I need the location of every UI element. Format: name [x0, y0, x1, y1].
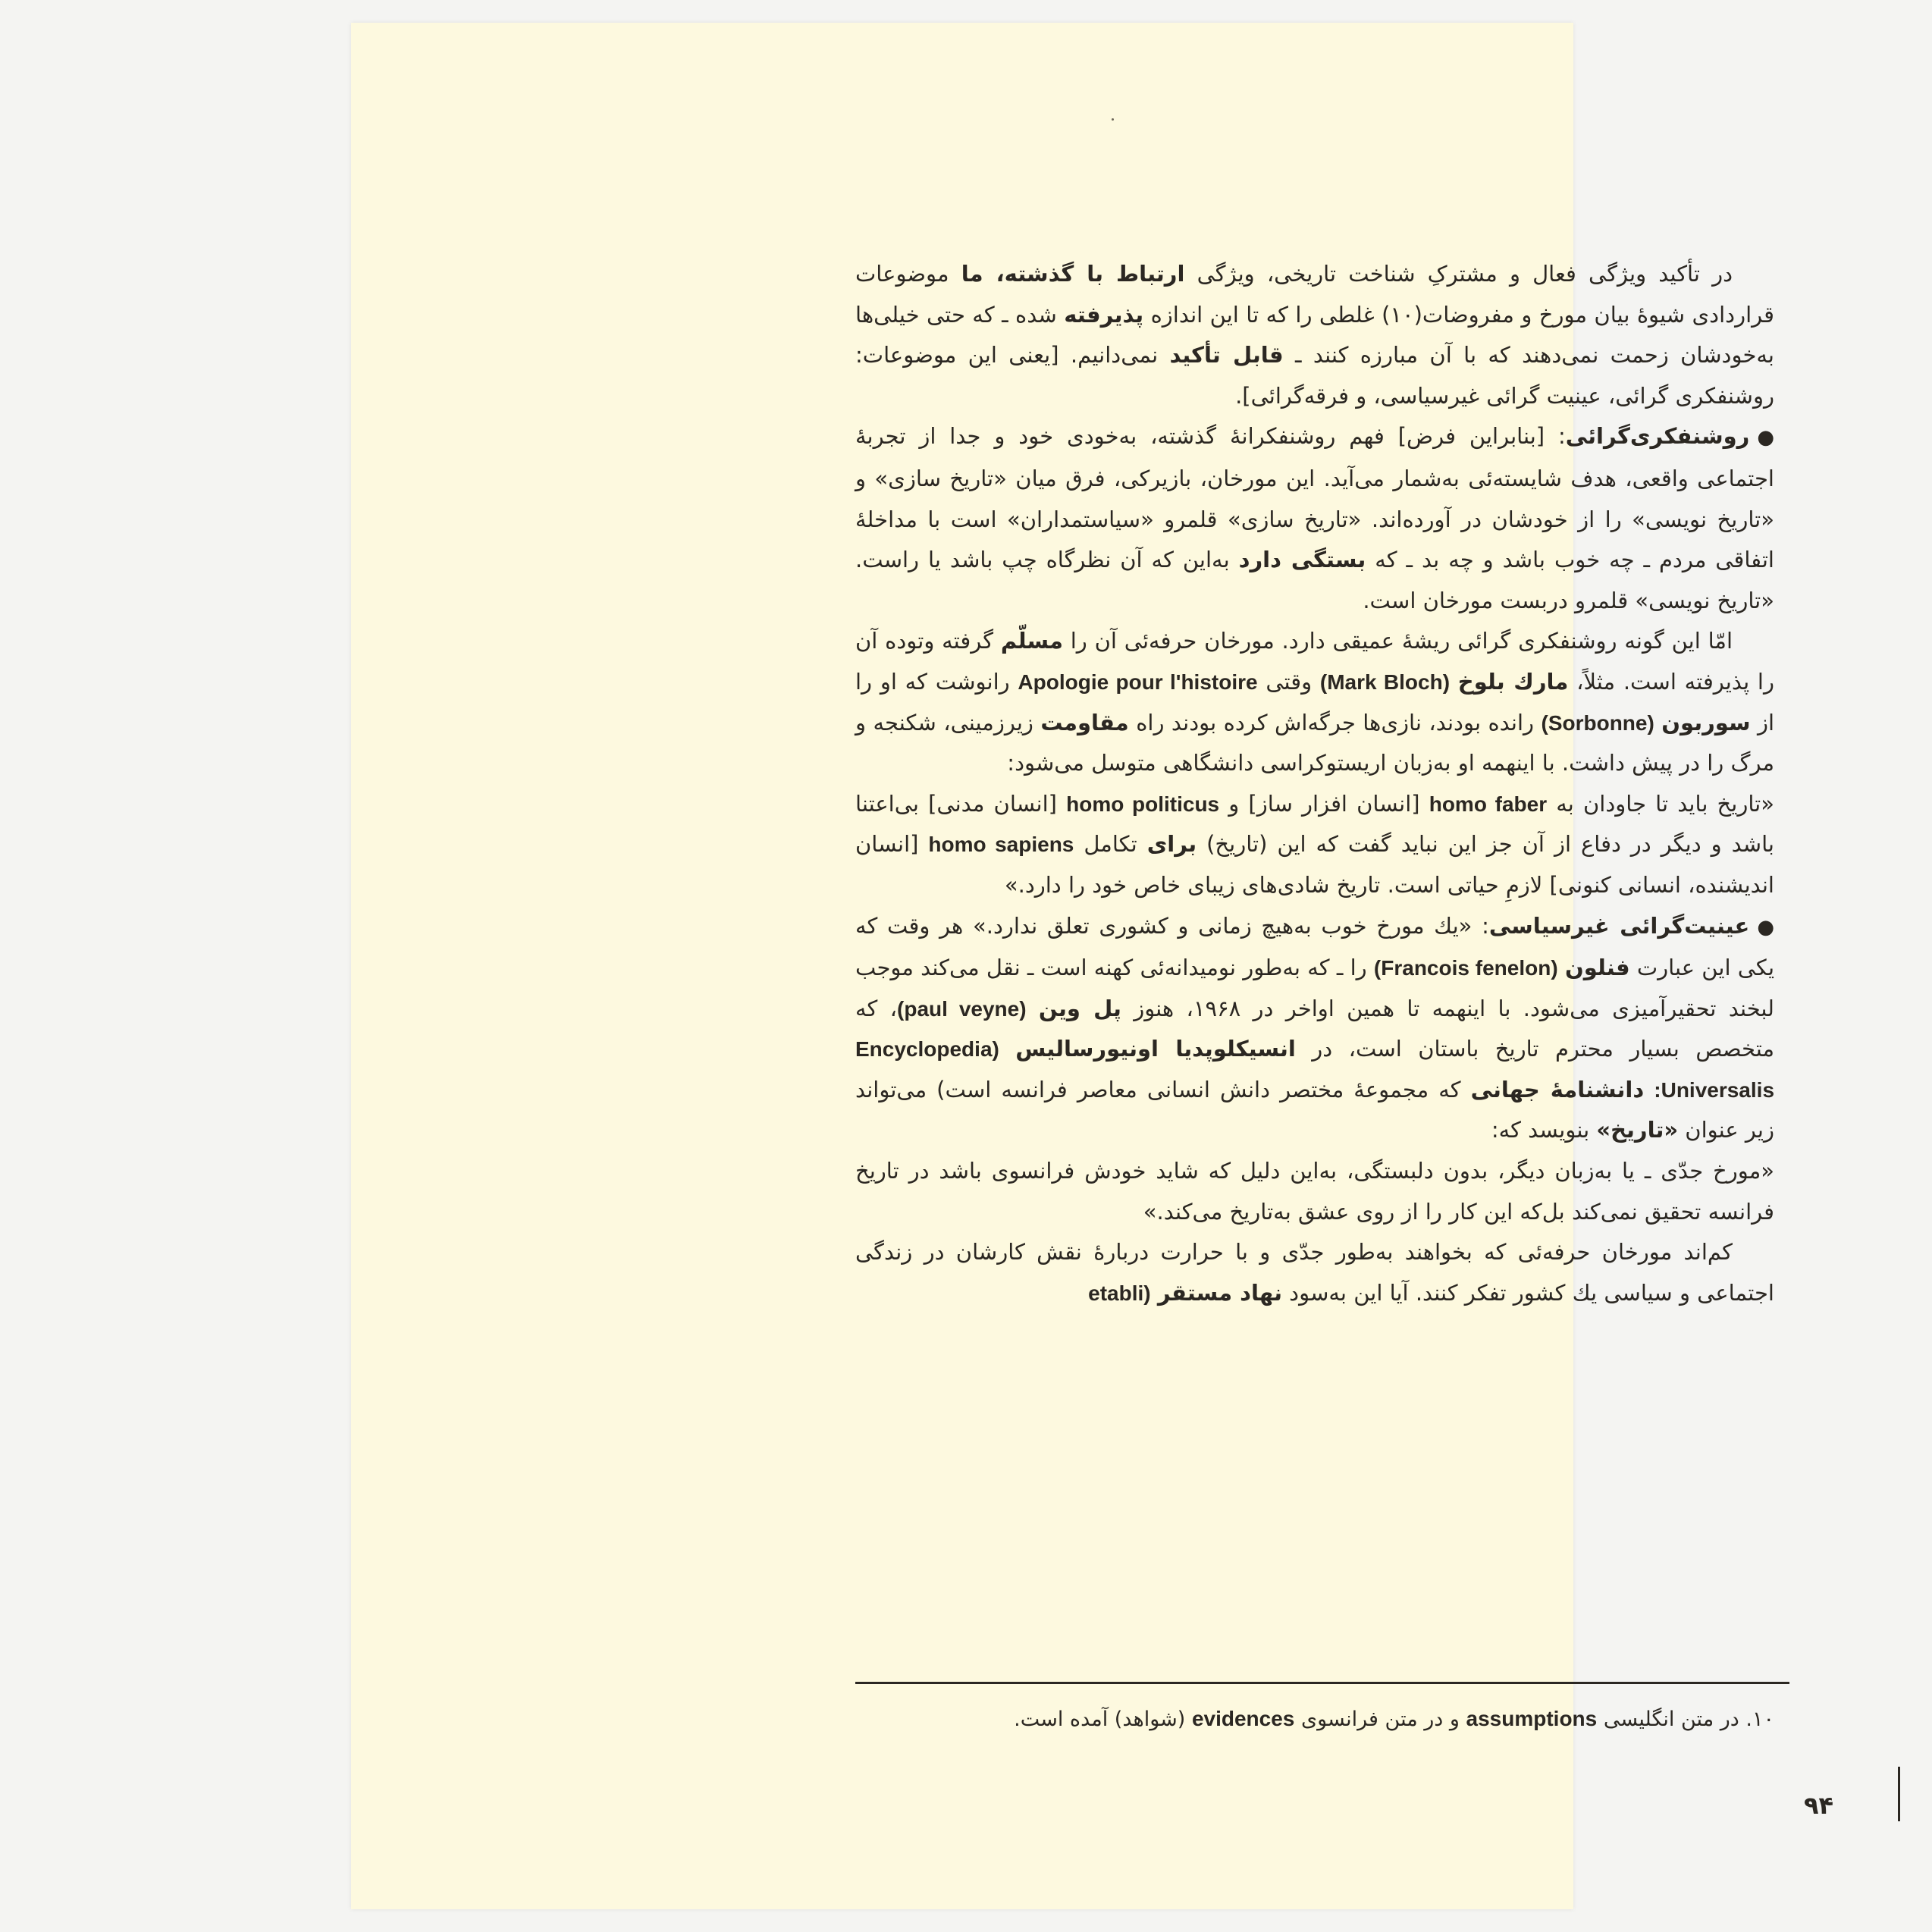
- text-run: [1558, 955, 1565, 980]
- text-run: امّا این گونه روشنفکری گرائی ریشهٔ عمیقی دارد. مورخان حرفه‌ئی آن را: [1062, 628, 1733, 654]
- text-run: (شواهد) آمده است.: [1014, 1708, 1192, 1731]
- text-run: : «یك مورخ خوب به‌هیچ زمانی و کشوری تعلق ندارد.» هر وقت که یکی این عبارت: [855, 912, 1775, 981]
- bold-text: بستگی دارد: [1238, 547, 1366, 573]
- text-run: ۱۰. در متن انگلیسی: [1597, 1708, 1774, 1731]
- bold-text: روشنفکری‌گرائی: [1565, 423, 1750, 450]
- text-run: [1151, 1280, 1158, 1306]
- margin-mark: [1898, 1767, 1900, 1821]
- text-run: [1654, 710, 1661, 735]
- bullet-paragraph: [855, 906, 1774, 1152]
- text-run: وقتی: [1257, 668, 1320, 695]
- latin-term: homo politicus: [1066, 792, 1220, 816]
- bold-text: عینیت‌گرائی غیرسیاسی: [1488, 912, 1750, 939]
- text-run: نمی‌دانیم. [یعنی این موضوعات: روشنفکری گرائی، عینیت گرائی غیرسیاسی، و فرقه‌گرائی].: [855, 342, 1774, 409]
- bold-text: برای: [1146, 831, 1197, 858]
- bold-text: پل وین: [1038, 995, 1121, 1021]
- text-run: تکامل: [1074, 831, 1147, 858]
- text-run: [انسان اندیشنده، انسانی کنونی] لازمِ حیاتی است. تاریخ شادی‌های زیبای خاص خود را دارد.»: [855, 831, 1774, 898]
- latin-term: (etabli: [1088, 1281, 1151, 1305]
- bold-text: قابل تأکید: [1169, 342, 1284, 369]
- text-run: به‌این که آن نظرگاه چپ باشد یا راست. «تاریخ نویسی» قلمرو دربست مورخان است.: [855, 547, 1774, 613]
- text-run: ، که متخصص بسیار محترم تاریخ باستان است، در: [855, 995, 1775, 1062]
- latin-term: Apologie pour l'histoire: [1018, 670, 1258, 694]
- text-run: [انسان افزار ساز] و: [1219, 790, 1429, 817]
- text-run: که مجموعهٔ مختصر دانش انسانی معاصر فرانسه است) می‌تواند زیر عنوان: [855, 1076, 1774, 1143]
- text-run: شده ـ که حتی خیلی‌ها به‌خودشان زحمت نمی‌دهند که با آن مبارزه کنند ـ: [855, 301, 1775, 369]
- page-number: ۹۴: [1804, 1791, 1834, 1820]
- text-run: و در متن فرانسوی: [1294, 1708, 1466, 1731]
- latin-term: (paul veyne): [897, 996, 1027, 1021]
- paragraph: [855, 1232, 1774, 1313]
- bold-text: انسیکلوپدیا اونیورسالیس: [1015, 1036, 1296, 1062]
- book-page: [351, 23, 1834, 1909]
- bullet-icon: ●: [1757, 915, 1774, 939]
- latin-term: (Sorbonne): [1541, 710, 1654, 735]
- bold-text: ارتباط با گذشته، ما: [961, 261, 1185, 287]
- latin-term: (Encyclopedia Universalis:: [855, 1037, 1775, 1102]
- bold-text: «تاریخ»: [1596, 1117, 1679, 1143]
- text-run: [1450, 669, 1458, 695]
- bold-text: مسلّم: [1000, 628, 1063, 654]
- bullet-icon: ●: [1757, 426, 1774, 450]
- latin-term: assumptions: [1466, 1707, 1598, 1730]
- main-text: [855, 254, 1774, 1313]
- bold-text: فنلون: [1564, 955, 1630, 981]
- bullet-paragraph: [855, 416, 1774, 621]
- paper-speck: [1112, 118, 1114, 121]
- footnote-rule: [855, 1682, 1789, 1684]
- text-run: «تاریخ باید تا جاودان به: [1547, 790, 1774, 817]
- bold-text: مارك بلوخ: [1457, 668, 1569, 695]
- text-run: زیرزمینی، شکنجه و مرگ را در پیش داشت. با اینهمه او به‌زبان اریستوکراسی دانشگاهی متوسل می‌شود:: [855, 709, 1774, 776]
- text-run: غلطی را که تا این اندازه: [1143, 301, 1382, 328]
- text-run: [انسان مدنی] بی‌اعتنا باشد و دیگر در دفاع از آن جز این نباید گفت که این (تاریخ): [855, 790, 1774, 858]
- latin-term: homo sapiens: [928, 833, 1074, 857]
- text-run: موضوعات قراردادی شیوهٔ بیان مورخ و مفروضات: [855, 261, 1774, 328]
- text-run: [1644, 1077, 1654, 1102]
- text-run: گرفته وتوده آن را پذیرفته است. مثلاً،: [855, 628, 1774, 695]
- text-run: : [بنابراین فرض] فهم روشنفکرانهٔ گذشته، به‌خودی خود و جدا از تجربهٔ اجتماعی واقعی، هدف شایسته‌ئی به‌شمار می‌آید. این مورخان، بازیرکی، فرق میان «تاریخ سازی» و «تاریخ نویسی» را از خودشان در آورده‌اند. «تاریخ سازی» قلمرو «سیاستمداران» است با مداخلهٔ اتفاقی مردم ـ چه خوب باشد و چه بد ـ که: [855, 423, 1774, 573]
- text-run: کم‌اند مورخان حرفه‌ئی که بخواهند به‌طور جدّی و با حرارت دربارهٔ نقش کارشان در زندگی اجتماعی و سیاسی یك کشور تفکر کنند. آیا این به‌سود: [855, 1239, 1774, 1306]
- text-run: رانوشت که او را از: [855, 668, 1775, 735]
- latin-term: (Francois fenelon): [1373, 956, 1558, 980]
- latin-term: (Mark Bloch): [1319, 670, 1451, 694]
- bold-text: سوربون: [1661, 709, 1751, 735]
- bold-text: پذیرفته: [1064, 301, 1144, 328]
- text-run: [999, 1036, 1015, 1062]
- bold-text: دانشنامهٔ جهانی: [1470, 1076, 1645, 1102]
- text-run: را ـ که به‌طور نومیدانه‌ئی کهنه است ـ نقل می‌کند موجب لبخند تحقیرآمیزی می‌شود. با اینهمه تا همین اواخر در ۱۹۶۸، هنوز: [855, 955, 1775, 1021]
- text-run: رانده بودند، نازی‌ها جرگه‌اش کرده بودند راه: [1128, 709, 1542, 735]
- quote-paragraph: [855, 784, 1774, 906]
- text-run: [1027, 996, 1039, 1021]
- bold-text: نهاد مستقر: [1157, 1279, 1282, 1306]
- text-run: در تأکید ویژگی فعال و مشترکِ شناخت تاریخی، ویژگی: [1184, 261, 1733, 287]
- latin-term: evidences: [1191, 1707, 1295, 1730]
- latin-term: homo faber: [1429, 792, 1548, 816]
- text-run: (۱۰): [1382, 301, 1422, 328]
- paragraph: [855, 621, 1774, 783]
- bold-text: مقاومت: [1040, 709, 1129, 735]
- text-run: «مورخ جدّی ـ یا به‌زبان دیگر، بدون دلبستگی، به‌این دلیل که شاید خودش فرانسوی باشد در تاریخ فرانسه تحقیق نمی‌کند بل‌که این کار را از روی عشق به‌تاریخ می‌کند.»: [855, 1158, 1774, 1225]
- quote-paragraph: [855, 1151, 1774, 1232]
- footnote: [855, 1700, 1774, 1739]
- text-run: بنویسد که:: [1491, 1117, 1597, 1143]
- paragraph: [855, 254, 1774, 416]
